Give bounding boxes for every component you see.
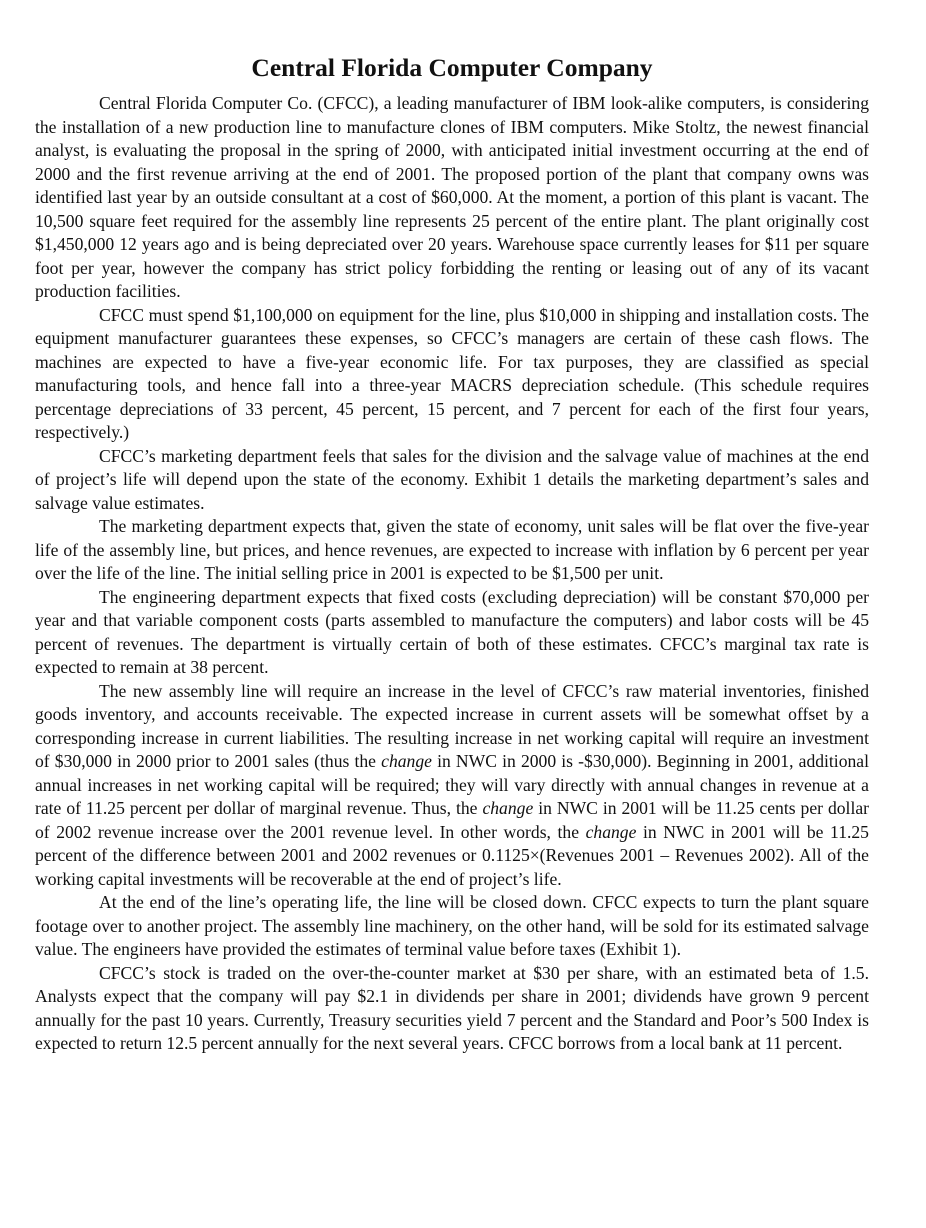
- document-title: Central Florida Computer Company: [251, 53, 653, 82]
- emphasis-change-3: change: [585, 821, 637, 842]
- working-capital-text-3: in NWC in 2001 will be 11.25 cents per dollar of 2002 revenue increase over the 2001 revenue level. In other words, the: [35, 798, 869, 842]
- document-page: [35, 52, 869, 1056]
- paragraph-project-overview: Central Florida Computer Co. (CFCC), a leading manufacturer of IBM look-alike computers, is considering the installation of a new production line to manufacture clones of IBM computers. Mike Stoltz, the newest financial analyst, is evaluating the proposal in the spring of 2000, with anticipated initial investment occurring at the end of 2000 and the first revenue arriving at the end of 2001. The proposed portion of the plant that company owns was identified last year by an outside consultant at a cost of $60,000. At the moment, a portion of this plant is vacant. The 10,500 square feet required for the assembly line represents 25 percent of the entire plant. The plant originally cost $1,450,000 12 years ago and is being depreciated over 20 years. Warehouse space currently leases for $11 per square foot per year, however the company has strict policy forbidding the renting or leasing out of any of its vacant production facilities.: [35, 93, 869, 301]
- paragraph-cost-of-capital: CFCC’s stock is traded on the over-the-counter market at $30 per share, with an estimated beta of 1.5. Analysts expect that the company will pay $2.1 in dividends per share in 2001; dividends have grown 9 percent annually for the past 10 years. Currently, Treasury securities yield 7 percent and the Standard and Poor’s 500 Index is expected to return 12.5 percent annually for the next several years. CFCC borrows from a local bank at 11 percent.: [35, 962, 869, 1053]
- paragraph-marketing-estimates: CFCC’s marketing department feels that sales for the division and the salvage value of machines at the end of project’s life will depend upon the state of the economy. Exhibit 1 details the marketing department’s sales and salvage value estimates.: [35, 445, 869, 513]
- working-capital-text-2: in NWC in 2000 is -$30,000). Beginning in 2001, additional annual increases in net working capital will be required; they will vary directly with annual changes in revenue at a rate of 11.25 percent per dollar of marginal revenue. Thus, the: [35, 751, 869, 818]
- emphasis-change-2: change: [482, 798, 534, 818]
- paragraph-working-capital: [35, 680, 869, 892]
- emphasis-change-1: change: [381, 751, 432, 771]
- paragraph-equipment-costs: CFCC must spend $1,100,000 on equipment for the line, plus $10,000 in shipping and installation costs. The equipment manufacturer guarantees these expenses, so CFCC’s managers are certain of these cash flows. The machines are expected to have a five-year economic life. For tax purposes, they are classified as special manufacturing tools, and hence fall into a three-year MACRS depreciation schedule. (This schedule requires percentage depreciations of 33 percent, 45 percent, 15 percent, and 7 percent for each of the first four years, respectively.): [35, 304, 869, 442]
- paragraph-sales-pricing: The marketing department expects that, given the state of economy, unit sales will be flat over the five-year life of the assembly line, but prices, and hence revenues, are expected to increase with inflation by 6 percent per year over the life of the line. The initial selling price in 2001 is expected to be $1,500 per unit.: [35, 516, 869, 583]
- working-capital-text-4: in NWC in 2001 will be 11.25 percent of the difference between 2001 and 2002 revenues or 0.1125×(Revenues 2001 – Revenues 2002). All of the working capital investments will be recoverable at the end of project’s life.: [35, 821, 869, 889]
- working-capital-text-1: The new assembly line will require an increase in the level of CFCC’s raw material inventories, finished goods inventory, and accounts receivable. The expected increase in current assets will be somewhat offset by a corresponding increase in current liabilities. The resulting increase in net working capital will require an investment of $30,000 in 2000 prior to 2001 sales (thus the: [35, 680, 869, 771]
- paragraph-engineering-costs: The engineering department expects that fixed costs (excluding depreciation) will be constant $70,000 per year and that variable component costs (parts assembled to manufacture the computers) and labor costs will be 45 percent of revenues. The department is virtually certain of both of these estimates. CFCC’s marginal tax rate is expected to remain at 38 percent.: [35, 586, 869, 677]
- paragraph-terminal-value: At the end of the line’s operating life, the line will be closed down. CFCC expects to turn the plant square footage over to another project. The assembly line machinery, on the other hand, will be sold for its estimated salvage value. The engineers have provided the estimates of terminal value before taxes (Exhibit 1).: [35, 892, 869, 959]
